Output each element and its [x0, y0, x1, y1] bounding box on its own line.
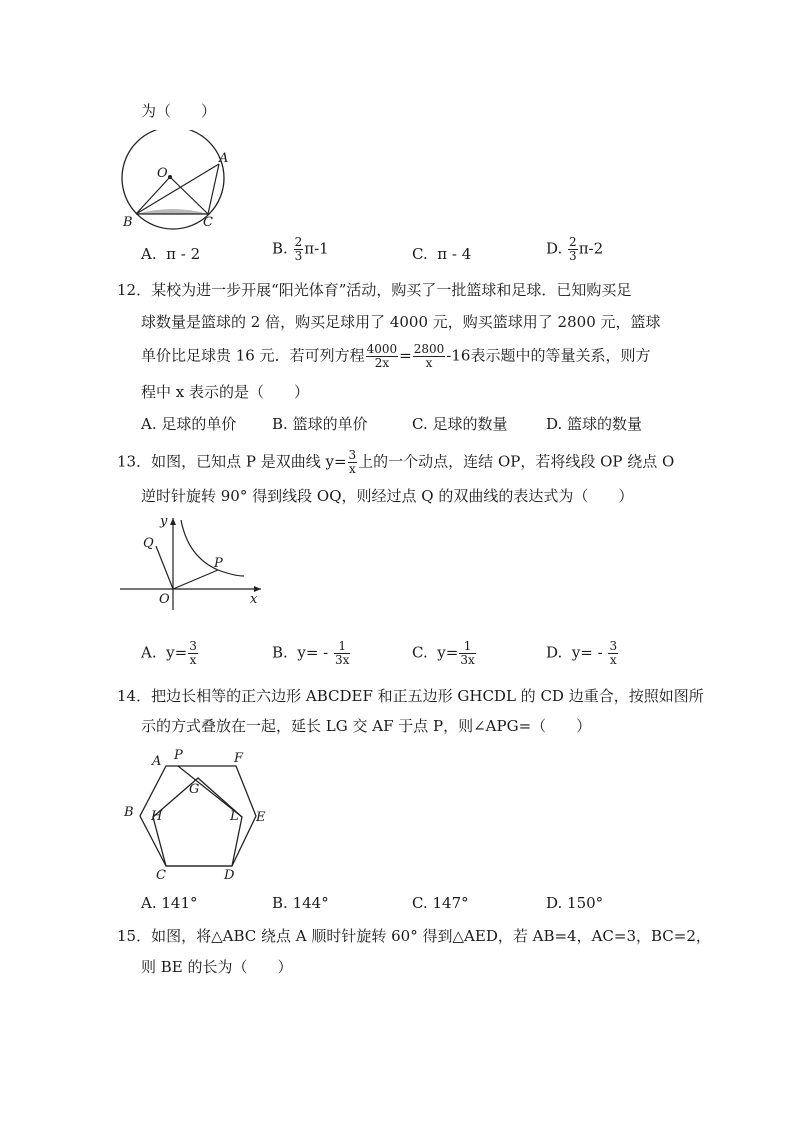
- q11-option-d: D. $\frac{2}{3}$ π-2: [546, 235, 604, 263]
- q13-option-b: B. y= - $\frac{1}{3x}$: [272, 639, 350, 667]
- q12-line-2: 球数量是篮球的 2 倍，购买足球用了 4000 元，购买篮球用了 2800 元，篮球: [141, 313, 661, 331]
- q11-label-b: B: [123, 215, 133, 230]
- q13-label-o: O: [159, 592, 170, 607]
- q14-label-g: G: [189, 782, 200, 797]
- q11-label-o: O: [157, 166, 168, 181]
- q11-option-b: B. $\frac{2}{3}$ π-1: [272, 235, 329, 263]
- q12-equation-fraction-2: $\frac{2800}{x}$: [413, 342, 445, 370]
- q14-line-2: 示的方式叠放在一起，延长 LG 交 AF 于点 P，则∠APG=（ ）: [141, 717, 592, 735]
- q14-option-d: D. 150°: [546, 894, 604, 912]
- q14-hexagon-pentagon-figure: [118, 744, 273, 884]
- q12-option-b: B. 篮球的单价: [272, 415, 368, 433]
- q14-label-h: H: [151, 809, 163, 824]
- q13-option-d: D. y= - $\frac{3}{x}$: [546, 639, 618, 667]
- q13-hyperbola-figure: [116, 512, 266, 612]
- q12-option-c: C. 足球的数量: [412, 415, 508, 433]
- q13-line-1: 13．如图，已知点 P 是双曲线 y= $\frac{3}{x}$ 上的一个动点，连结 OP，若将线段 OP 绕点 O: [117, 448, 675, 476]
- q14-option-b: B. 144°: [272, 894, 329, 912]
- q14-label-d: D: [224, 868, 235, 883]
- q13-hyperbola-fraction: $\frac{3}{x}$: [348, 448, 357, 476]
- q13-option-a: A. y= $\frac{3}{x}$: [141, 639, 197, 667]
- q11-label-c: C: [203, 215, 213, 230]
- q11-option-a: A. π - 2: [141, 245, 201, 263]
- q13-label-p: P: [214, 556, 223, 571]
- q15-line-1: 15．如图，将△ABC 绕点 A 顺时针旋转 60° 得到△AED，若 AB=4，AC=3，BC=2，: [117, 927, 711, 945]
- q11-option-b-fraction: $\frac{2}{3}$: [294, 235, 303, 263]
- q14-option-c: C. 147°: [412, 894, 469, 912]
- q14-option-a: A. 141°: [141, 894, 198, 912]
- q13-label-q: Q: [143, 536, 154, 551]
- q12-line-1: 12．某校为进一步开展“阳光体育”活动，购买了一批篮球和足球．已知购买足: [117, 281, 632, 299]
- q15-line-2: 则 BE 的长为（ ）: [141, 958, 293, 976]
- q12-equation-fraction-1: $\frac{4000}{2x}$: [366, 342, 398, 370]
- q14-label-l: L: [230, 809, 239, 824]
- q14-label-f: F: [234, 751, 244, 766]
- q13-line-2: 逆时针旋转 90° 得到线段 OQ，则经过点 Q 的双曲线的表达式为（ ）: [141, 487, 634, 505]
- q13-label-x: x: [250, 592, 258, 607]
- q14-label-p: P: [174, 748, 183, 763]
- q14-label-c: C: [156, 868, 166, 883]
- q12-option-d: D. 篮球的数量: [546, 415, 643, 433]
- q11-option-d-fraction: $\frac{2}{3}$: [569, 235, 577, 263]
- q14-label-a: A: [152, 754, 162, 769]
- q11-option-c: C. π - 4: [412, 245, 472, 263]
- q12-option-a: A. 足球的单价: [141, 415, 237, 433]
- q14-line-1: 14．把边长相等的正六边形 ABCDEF 和正五边形 GHCDL 的 CD 边重合，按照如图所: [117, 687, 704, 705]
- q12-line-4: 程中 x 表示的是（ ）: [141, 383, 309, 401]
- q12-line-3: 单价比足球贵 16 元．若可列方程 $\frac{4000}{2x}$ = $\frac{2800}{x}$ -16表示题中的等量关系，则方: [141, 342, 651, 370]
- q14-label-b: B: [124, 805, 134, 820]
- q11-text-tail: 为（ ）: [141, 102, 217, 120]
- q13-option-c: C. y= $\frac{1}{3x}$: [412, 639, 475, 667]
- q11-label-a: A: [219, 151, 229, 166]
- q11-circle-figure: [112, 130, 247, 235]
- q14-label-e: E: [256, 810, 266, 825]
- q13-label-y: y: [160, 514, 168, 529]
